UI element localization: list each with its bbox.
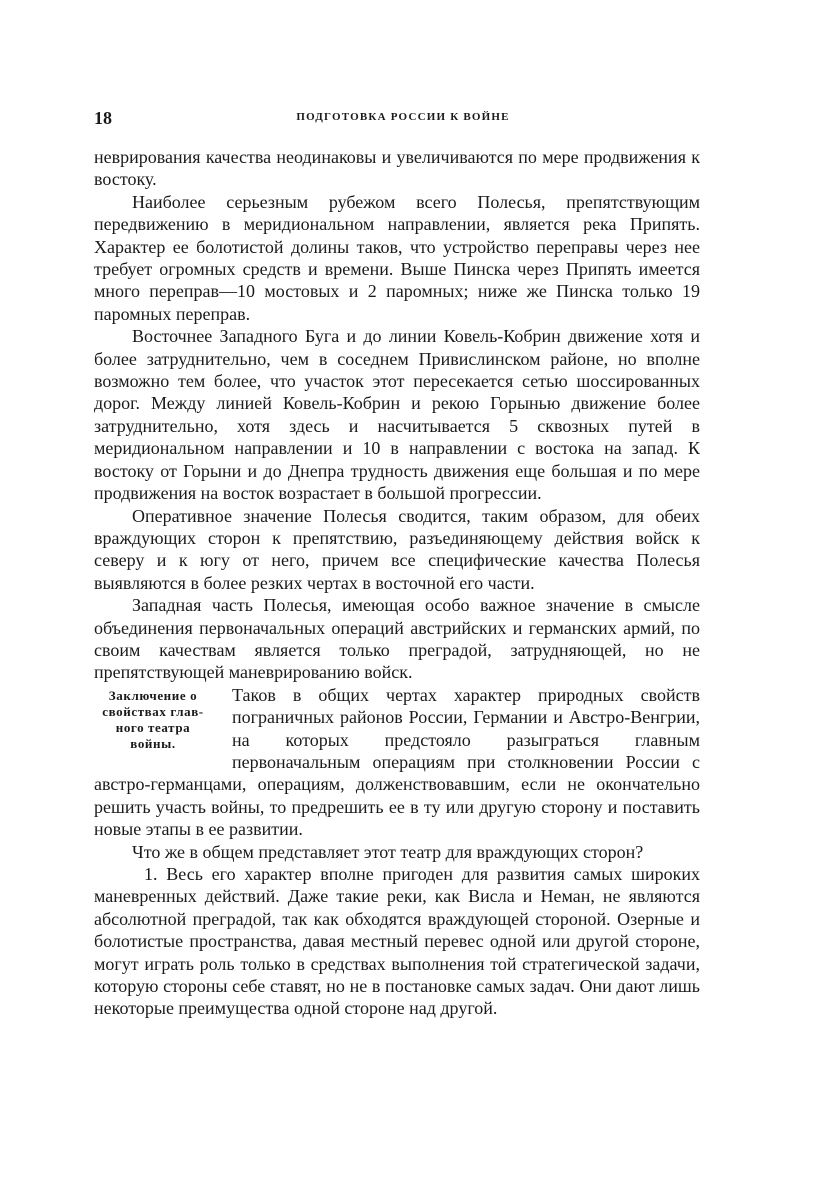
paragraph-conclusion: Таков в общих чертах характер природных свойств пограничных районов России, Германии и Австро-Венгрии, на которых предстояло разыграться главным первоначальным операциям при столкновении России с австро-германцами, операциям, долженствовавшим, если не окончательно решить участь войны, то предрешить ее в ту или другую сторону и поставить новые этапы в ее развитии. — [94, 684, 700, 840]
conclusion-section — [94, 684, 700, 841]
paragraph-pripyat: Наиболее серьезным рубежом всего Полесья, препятствующим передвижению в меридиональном направлении, является река Припять. Характер ее болотистой долины таков, что устройство переправы через нее требует огромных средств и времени. Выше Пинска через Припять имеется много переправ—10 мостовых и 2 паромных; ниже же Пинска только 19 паромных переправ. — [94, 191, 700, 324]
margin-note — [94, 688, 212, 752]
margin-note-line: ного театра — [115, 719, 191, 735]
paragraph-continuation: неврирования качества неодинаковы и увеличиваются по мере продвижения к востоку. — [94, 147, 700, 190]
paragraph-operational-value: Оперативное значение Полесья сводится, таким образом, для обеих враждующих сторон к препятствию, разъединяющему действия войск к северу и к югу от него, причем все специфические качества Полесья выявляются в более резких чертах в восточной его части. — [94, 505, 700, 593]
paragraph-point-1: 1. Весь его характер вполне пригоден для развития самых широких маневренных действий. Даже такие реки, как Висла и Неман, не являются абсолютной преградой, так как обходятся враждующей стороной. Озерные и болотистые пространства, давая местный перевес одной или другой стороне, могут играть роль только в средствах выполнения той стратегической задачи, которую стороны себе ставят, но не в постановке самых задач. Они дают лишь некоторые преимущества одной стороне над другой. — [94, 864, 700, 1019]
paragraph-question: Что же в общем представляет этот театр для враждующих сторон? — [132, 841, 644, 862]
page-header — [94, 108, 700, 130]
document-page — [94, 108, 700, 1020]
margin-note-line: Заключение о — [108, 687, 198, 703]
margin-note-line: свойствах глав- — [102, 703, 204, 719]
page-number: 18 — [94, 108, 112, 128]
paragraph-bug-kovel: Восточнее Западного Буга и до линии Ковель-Кобрин движение хотя и более затруднительно, чем в соседнем Привислинском районе, но вполне возможно тем более, что участок этот пересекается сетью шоссированных дорог. Между линией Ковель-Кобрин и рекою Горынью движение более затруднительно, хотя здесь и насчитывается 5 сквозных путей в меридиональном направлении и 10 в направлении с востока на запад. К востоку от Горыни и до Днепра трудность движения еще большая и по мере продвижения на восток возрастает в большой прогрессии. — [94, 326, 700, 504]
running-title: ПОДГОТОВКА РОССИИ К ВОЙНЕ — [296, 111, 510, 123]
margin-note-line: войны. — [130, 735, 176, 751]
paragraph-western-polesye: Западная часть Полесья, имеющая особо важное значение в смысле объединения первоначальных операций австрийских и германских армий, по своим качествам является только преградой, затрудняющей, но не препятствующей маневрированию войск. — [94, 595, 700, 683]
